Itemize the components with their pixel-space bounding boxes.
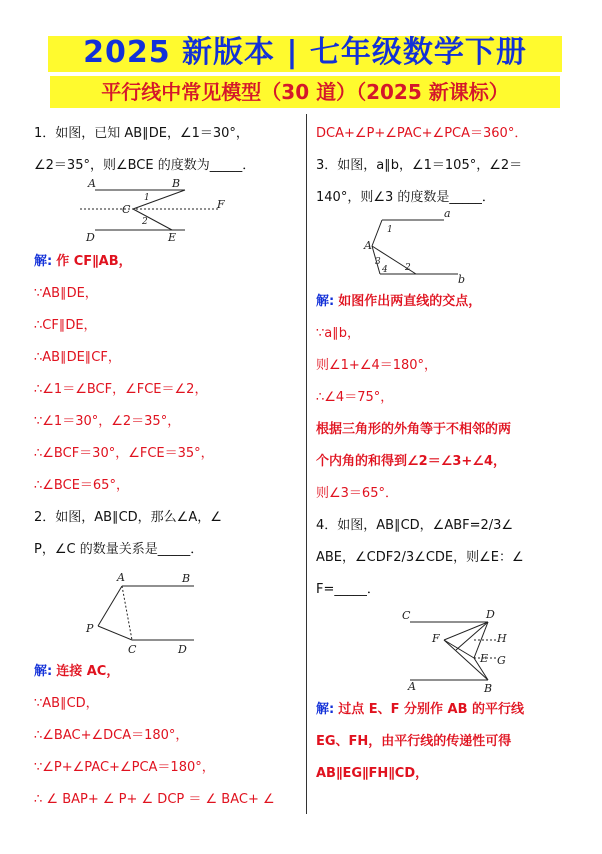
q1-label-F: F: [217, 198, 225, 211]
q3-figure: [360, 206, 470, 286]
q2-step: ∵AB∥CD，: [34, 696, 99, 711]
q2-figure: [84, 572, 209, 658]
left-column: [34, 118, 299, 182]
q2-label-B: B: [182, 572, 191, 585]
q4-sol-first: 过点 E、F 分别作 AB 的平行线: [338, 702, 525, 717]
q4-label-A: A: [408, 680, 416, 693]
q4-line2: ABE，∠CDF2/3∠CDE，则∠E：∠: [316, 550, 524, 565]
q1-angle-2: 2: [142, 217, 148, 227]
q4-sol-label: 解:: [316, 702, 335, 717]
q3-step: ∴∠4＝75°，: [316, 390, 394, 405]
q4-label-E: E: [480, 652, 489, 665]
q1-step: ∴AB∥DE∥CF，: [34, 350, 121, 365]
q4-label-C: C: [402, 609, 411, 622]
q2-line2: P，∠C 的数量关系是_____．: [34, 542, 204, 557]
q2-label-P: P: [86, 622, 94, 635]
q2-sol-first: 连接 AC，: [56, 664, 120, 679]
q4-sol-line3: AB∥EG∥FH∥CD，: [316, 766, 429, 781]
q3-sol-first: 如图作出两直线的交点，: [338, 294, 482, 309]
q3-step: 则∠1+∠4＝180°，: [316, 358, 438, 373]
q4-figure: [396, 606, 516, 696]
q1-step: ∵AB∥DE，: [34, 286, 98, 301]
q2-step: ∴ ∠ BAP+ ∠ P+ ∠ DCP ＝ ∠ BAC+ ∠: [34, 792, 275, 807]
q3-label-A: A: [364, 239, 372, 252]
q3-label-b: b: [458, 273, 466, 286]
q3-sol-label: 解:: [316, 294, 335, 309]
page-subtitle: 平行线中常见模型（30 道）（2025 新课标）: [101, 80, 509, 104]
q3-step: 则∠3＝65°．: [316, 486, 398, 501]
q2-step: ∴∠BAC+∠DCA＝180°，: [34, 728, 189, 743]
q3-line1: 3．如图，a∥b，∠1＝105°，∠2＝: [316, 158, 523, 173]
q3-angle-2: 2: [405, 263, 411, 273]
q3-label-a: a: [444, 207, 451, 220]
q1-solution: [34, 246, 299, 566]
q1-label-E: E: [168, 231, 177, 244]
q2-solution: [34, 656, 299, 816]
q2-label-D: D: [178, 643, 187, 656]
q1-label-A: A: [88, 177, 96, 190]
q4-label-H: H: [497, 632, 507, 645]
q1-sol-label: 解:: [34, 254, 53, 269]
q1-figure: [80, 176, 240, 246]
q2-label-A: A: [117, 572, 125, 584]
q4-label-D: D: [486, 608, 495, 621]
q3-angle-1: 1: [387, 225, 393, 235]
q1-step: ∵∠1＝30°，∠2＝35°，: [34, 414, 181, 429]
right-column: [316, 118, 581, 214]
q4-label-F: F: [432, 632, 440, 645]
q3-angle-4: 4: [382, 265, 388, 275]
q1-sol-first: 作 CF∥AB，: [56, 254, 132, 269]
q1-step: ∴∠BCF＝30°，∠FCE＝35°，: [34, 446, 214, 461]
q1-label-B: B: [172, 177, 181, 190]
page-title: 2025 新版本 | 七年级数学下册: [83, 35, 527, 70]
q3-angle-3: 3: [375, 257, 381, 267]
q4-label-B: B: [484, 682, 493, 695]
q3-solution: [316, 286, 581, 606]
q3-step: ∵a∥b，: [316, 326, 360, 341]
q4-line1: 4．如图，AB∥CD，∠ABF=2/3∠: [316, 518, 514, 533]
q2-continuation: DCA+∠P+∠PAC+∠PCA＝360°．: [316, 126, 528, 141]
q2-label-C: C: [128, 643, 137, 656]
q1-label-D: D: [86, 231, 95, 244]
q2-line1: 2．如图，AB∥CD，那么∠A，∠: [34, 510, 222, 525]
q3-step: 个内角的和得到∠2＝∠3+∠4，: [316, 454, 506, 469]
q4-label-G: G: [497, 654, 506, 667]
q2-sol-label: 解:: [34, 664, 53, 679]
q4-line3: F=_____．: [316, 582, 380, 597]
column-divider: [306, 114, 307, 814]
q1-step: ∴CF∥DE，: [34, 318, 97, 333]
q3-step: 根据三角形的外角等于不相邻的两: [316, 422, 512, 437]
q1-step: ∴∠BCE＝65°，: [34, 478, 129, 493]
q1-angle-1: 1: [144, 193, 150, 203]
q4-sol-line2: EG、FH，由平行线的传递性可得: [316, 734, 512, 749]
q1-step: ∴∠1＝∠BCF，∠FCE＝∠2，: [34, 382, 208, 397]
q1-label-C: C: [122, 203, 131, 216]
q1-line2: ∠2＝35°，则∠BCE 的度数为_____．: [34, 158, 256, 173]
q3-line2: 140°，则∠3 的度数是_____．: [316, 190, 495, 205]
q1-line1: 1．如图，已知 AB∥DE，∠1＝30°，: [34, 126, 249, 141]
q4-solution: [316, 694, 581, 790]
q2-step: ∵∠P+∠PAC+∠PCA＝180°，: [34, 760, 215, 775]
